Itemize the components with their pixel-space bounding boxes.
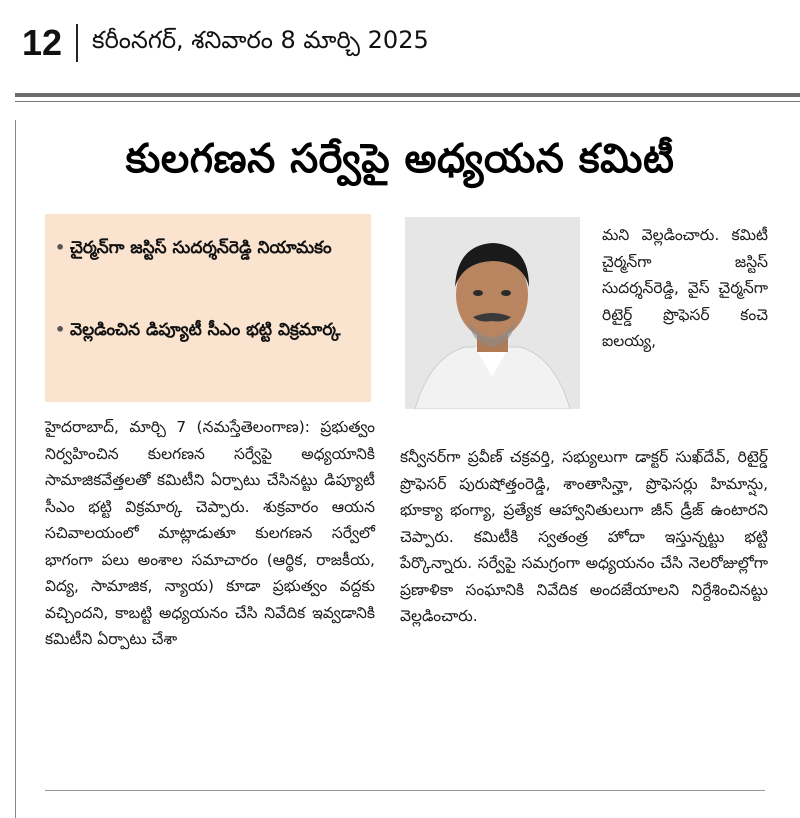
- footer-rule: [45, 790, 765, 791]
- highlight-text: చైర్మన్‌గా జస్టిస్ సుదర్శన్‌రెడ్డి నియామకం: [70, 238, 332, 258]
- header-rule-thin: [15, 101, 800, 102]
- header-divider: [76, 24, 78, 62]
- portrait-illustration: [405, 217, 580, 409]
- page-header: [22, 18, 429, 68]
- article-body-right-top: మని వెల్లడించారు. కమిటీ చైర్మన్‌గా జస్టిస్ సుదర్శన్‌రెడ్డి, వైస్ చైర్మన్‌గా రిటైర్డ్ ప్రొఫెసర్ కంచె ఐలయ్య,: [602, 226, 768, 350]
- portrait-photo: [405, 217, 580, 409]
- highlight-item: [55, 228, 366, 268]
- highlight-text: వెల్లడించిన డిప్యూటీ సీఎం భట్టి విక్రమార్క: [70, 320, 341, 340]
- header-rule: [15, 93, 800, 97]
- highlights-box: [45, 214, 371, 402]
- column-divider: [15, 120, 16, 818]
- page-number: 12: [22, 22, 63, 63]
- article-headline: కులగణన సర్వేపై అధ్యయన కమిటీ: [125, 136, 675, 182]
- highlight-item: [55, 310, 366, 350]
- bullet-icon: •: [55, 238, 66, 257]
- bullet-icon: •: [55, 320, 66, 339]
- article-body-left: హైదరాబాద్, మార్చి 7 (నమస్తేతెలంగాణ): ప్రభుత్వం నిర్వహించిన కులగణన సర్వేపై అధ్యయానికి సామాజికవేత్తలతో కమిటీని ఏర్పాటు చేసినట్టు డిప్యూటీ సీఎం భట్టి విక్రమార్క చెప్పారు. శుక్రవారం ఆయన సచివాలయంలో మాట్లాడుతూ కులగణన సర్వేలో భాగంగా పలు అంశాల సమాచారం (ఆర్థిక, రాజకీయ, విద్య, సామాజిక, న్యాయ) కూడా ప్రభుత్వం వద్దకు వచ్చిందని, కాబట్టి అధ్యయనం చేసి నివేదిక ఇవ్వడానికి కమిటీని ఏర్పాటు చేశా: [45, 418, 375, 648]
- dateline: కరీంనగర్, శనివారం 8 మార్చి 2025: [92, 26, 429, 54]
- article-body-right-bottom: కన్వీనర్‌గా ప్రవీణ్ చక్రవర్తి, సభ్యులుగా డాక్టర్ సుఖ్‌దేవ్, రిటైర్డ్ ప్రొఫెసర్ పురుషోత్తంరెడ్డి, శాంతాసిన్హా, ప్రొఫెసర్లు హిమాన్షు, భూక్యా భంగ్యా, ప్రత్యేక ఆహ్వానితులుగా జీన్ డ్రీజ్ ఉంటారని చెప్పారు. కమిటీకి స్వతంత్ర హోదా ఇస్తున్నట్టు భట్టి పేర్కొన్నారు. సర్వేపై సమగ్రంగా అధ్యయనం చేసి నెలరోజుల్లోగా ప్రణాళికా సంఘానికి నివేదిక అందజేయాలని నిర్దేశించినట్టు వెల్లడించారు.: [400, 448, 768, 625]
